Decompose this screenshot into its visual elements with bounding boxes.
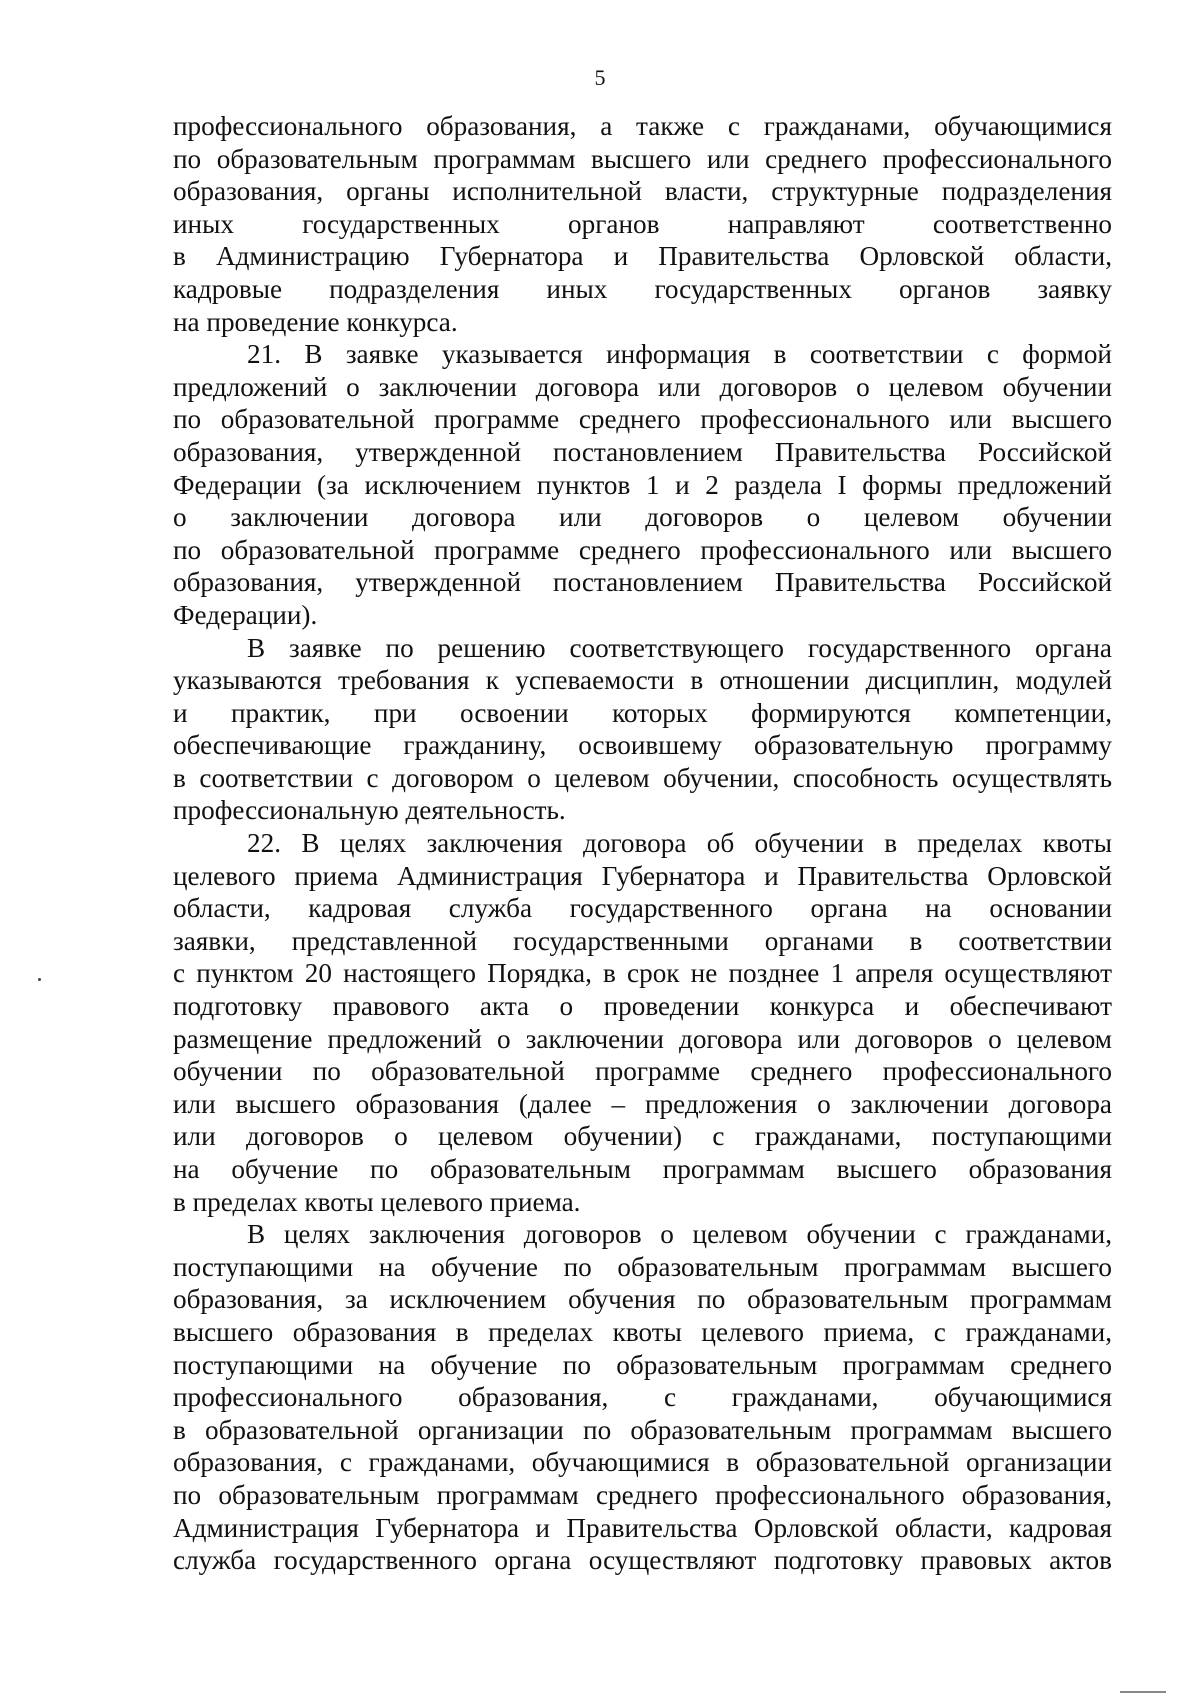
text-line: обеспечивающие гражданину, освоившему образовательную программу — [173, 730, 1112, 761]
text-line: Администрация Губернатора и Правительства Орловской области, кадровая — [173, 1512, 1112, 1543]
text-line: образования, за исключением обучения по образовательным программам — [173, 1284, 1112, 1315]
text-line: в пределах квоты целевого приема. — [173, 1186, 581, 1217]
text-line: области, кадровая служба государственного органа на основании — [173, 893, 1112, 924]
text-line: или договоров о целевом обучении) с гражданами, поступающими — [173, 1121, 1112, 1152]
text-line: с пунктом 20 настоящего Порядка, в срок не позднее 1 апреля осуществляют — [173, 958, 1112, 989]
text-line: образования, утвержденной постановлением Правительства Российской — [173, 436, 1112, 467]
text-line: по образовательным программам среднего профессионального образования, — [173, 1479, 1112, 1510]
body-text — [173, 110, 1112, 1577]
text-line: по образовательным программам высшего или среднего профессионального — [173, 143, 1112, 174]
text-line: 22. В целях заключения договора об обучении в пределах квоты — [247, 828, 1112, 859]
text-line: 21. В заявке указывается информация в соответствии с формой — [247, 339, 1112, 370]
text-line: Федерации (за исключением пунктов 1 и 2 раздела I формы предложений — [173, 469, 1112, 500]
text-line: подготовку правового акта о проведении конкурса и обеспечивают — [173, 991, 1112, 1022]
text-line: поступающими на обучение по образовательным программам среднего — [173, 1349, 1112, 1380]
text-line: обучении по образовательной программе среднего профессионального — [173, 1056, 1112, 1087]
text-line: по образовательной программе среднего профессионального или высшего — [173, 534, 1112, 565]
text-line: образования, утвержденной постановлением Правительства Российской — [173, 567, 1112, 598]
text-line: на обучение по образовательным программам высшего образования — [173, 1154, 1112, 1184]
text-line: о заключении договора или договоров о целевом обучении — [173, 502, 1112, 533]
text-line: В заявке по решению соответствующего государственного органа — [247, 632, 1112, 663]
text-line: на проведение конкурса. — [173, 306, 458, 337]
text-line: высшего образования в пределах квоты целевого приема, с гражданами, — [173, 1316, 1112, 1347]
text-line: образования, с гражданами, обучающимися в образовательной организации — [173, 1447, 1112, 1478]
text-line: в образовательной организации по образовательным программам высшего — [173, 1414, 1112, 1445]
text-line: профессионального образования, а также с гражданами, обучающимися — [173, 111, 1112, 141]
text-line: служба государственного органа осуществляют подготовку правовых актов — [173, 1545, 1112, 1576]
text-line: по образовательной программе среднего профессионального или высшего — [173, 404, 1112, 435]
text-line: Федерации). — [173, 599, 318, 630]
text-line: заявки, представленной государственными органами в соответствии — [173, 925, 1112, 956]
text-line: предложений о заключении договора или договоров о целевом обучении — [173, 371, 1112, 402]
text-line: профессиональную деятельность. — [173, 795, 566, 826]
text-line: и практик, при освоении которых формируются компетенции, — [173, 697, 1112, 728]
text-line: в Администрацию Губернатора и Правительства Орловской области, — [173, 241, 1112, 272]
text-line: иных государственных органов направляют соответственно — [173, 208, 1112, 239]
text-line: кадровые подразделения иных государственных органов заявку — [173, 273, 1112, 304]
text-line: или высшего образования (далее – предложения о заключении договора — [173, 1088, 1112, 1119]
scan-speck — [38, 978, 41, 981]
text-line: поступающими на обучение по образовательным программам высшего — [173, 1251, 1112, 1282]
scan-corner-mark — [1120, 1691, 1166, 1693]
text-line: В целях заключения договоров о целевом обучении с гражданами, — [247, 1219, 1112, 1250]
text-line: целевого приема Администрация Губернатора и Правительства Орловской — [173, 860, 1112, 891]
text-line: в соответствии с договором о целевом обучении, способность осуществлять — [173, 762, 1112, 793]
text-line: указываются требования к успеваемости в отношении дисциплин, модулей — [173, 665, 1112, 696]
page-number: 5 — [594, 65, 606, 90]
text-line: профессионального образования, с гражданами, обучающимися — [173, 1382, 1112, 1413]
text-line: образования, органы исполнительной власти, структурные подразделения — [173, 176, 1112, 207]
text-line: размещение предложений о заключении договора или договоров о целевом — [173, 1023, 1112, 1054]
